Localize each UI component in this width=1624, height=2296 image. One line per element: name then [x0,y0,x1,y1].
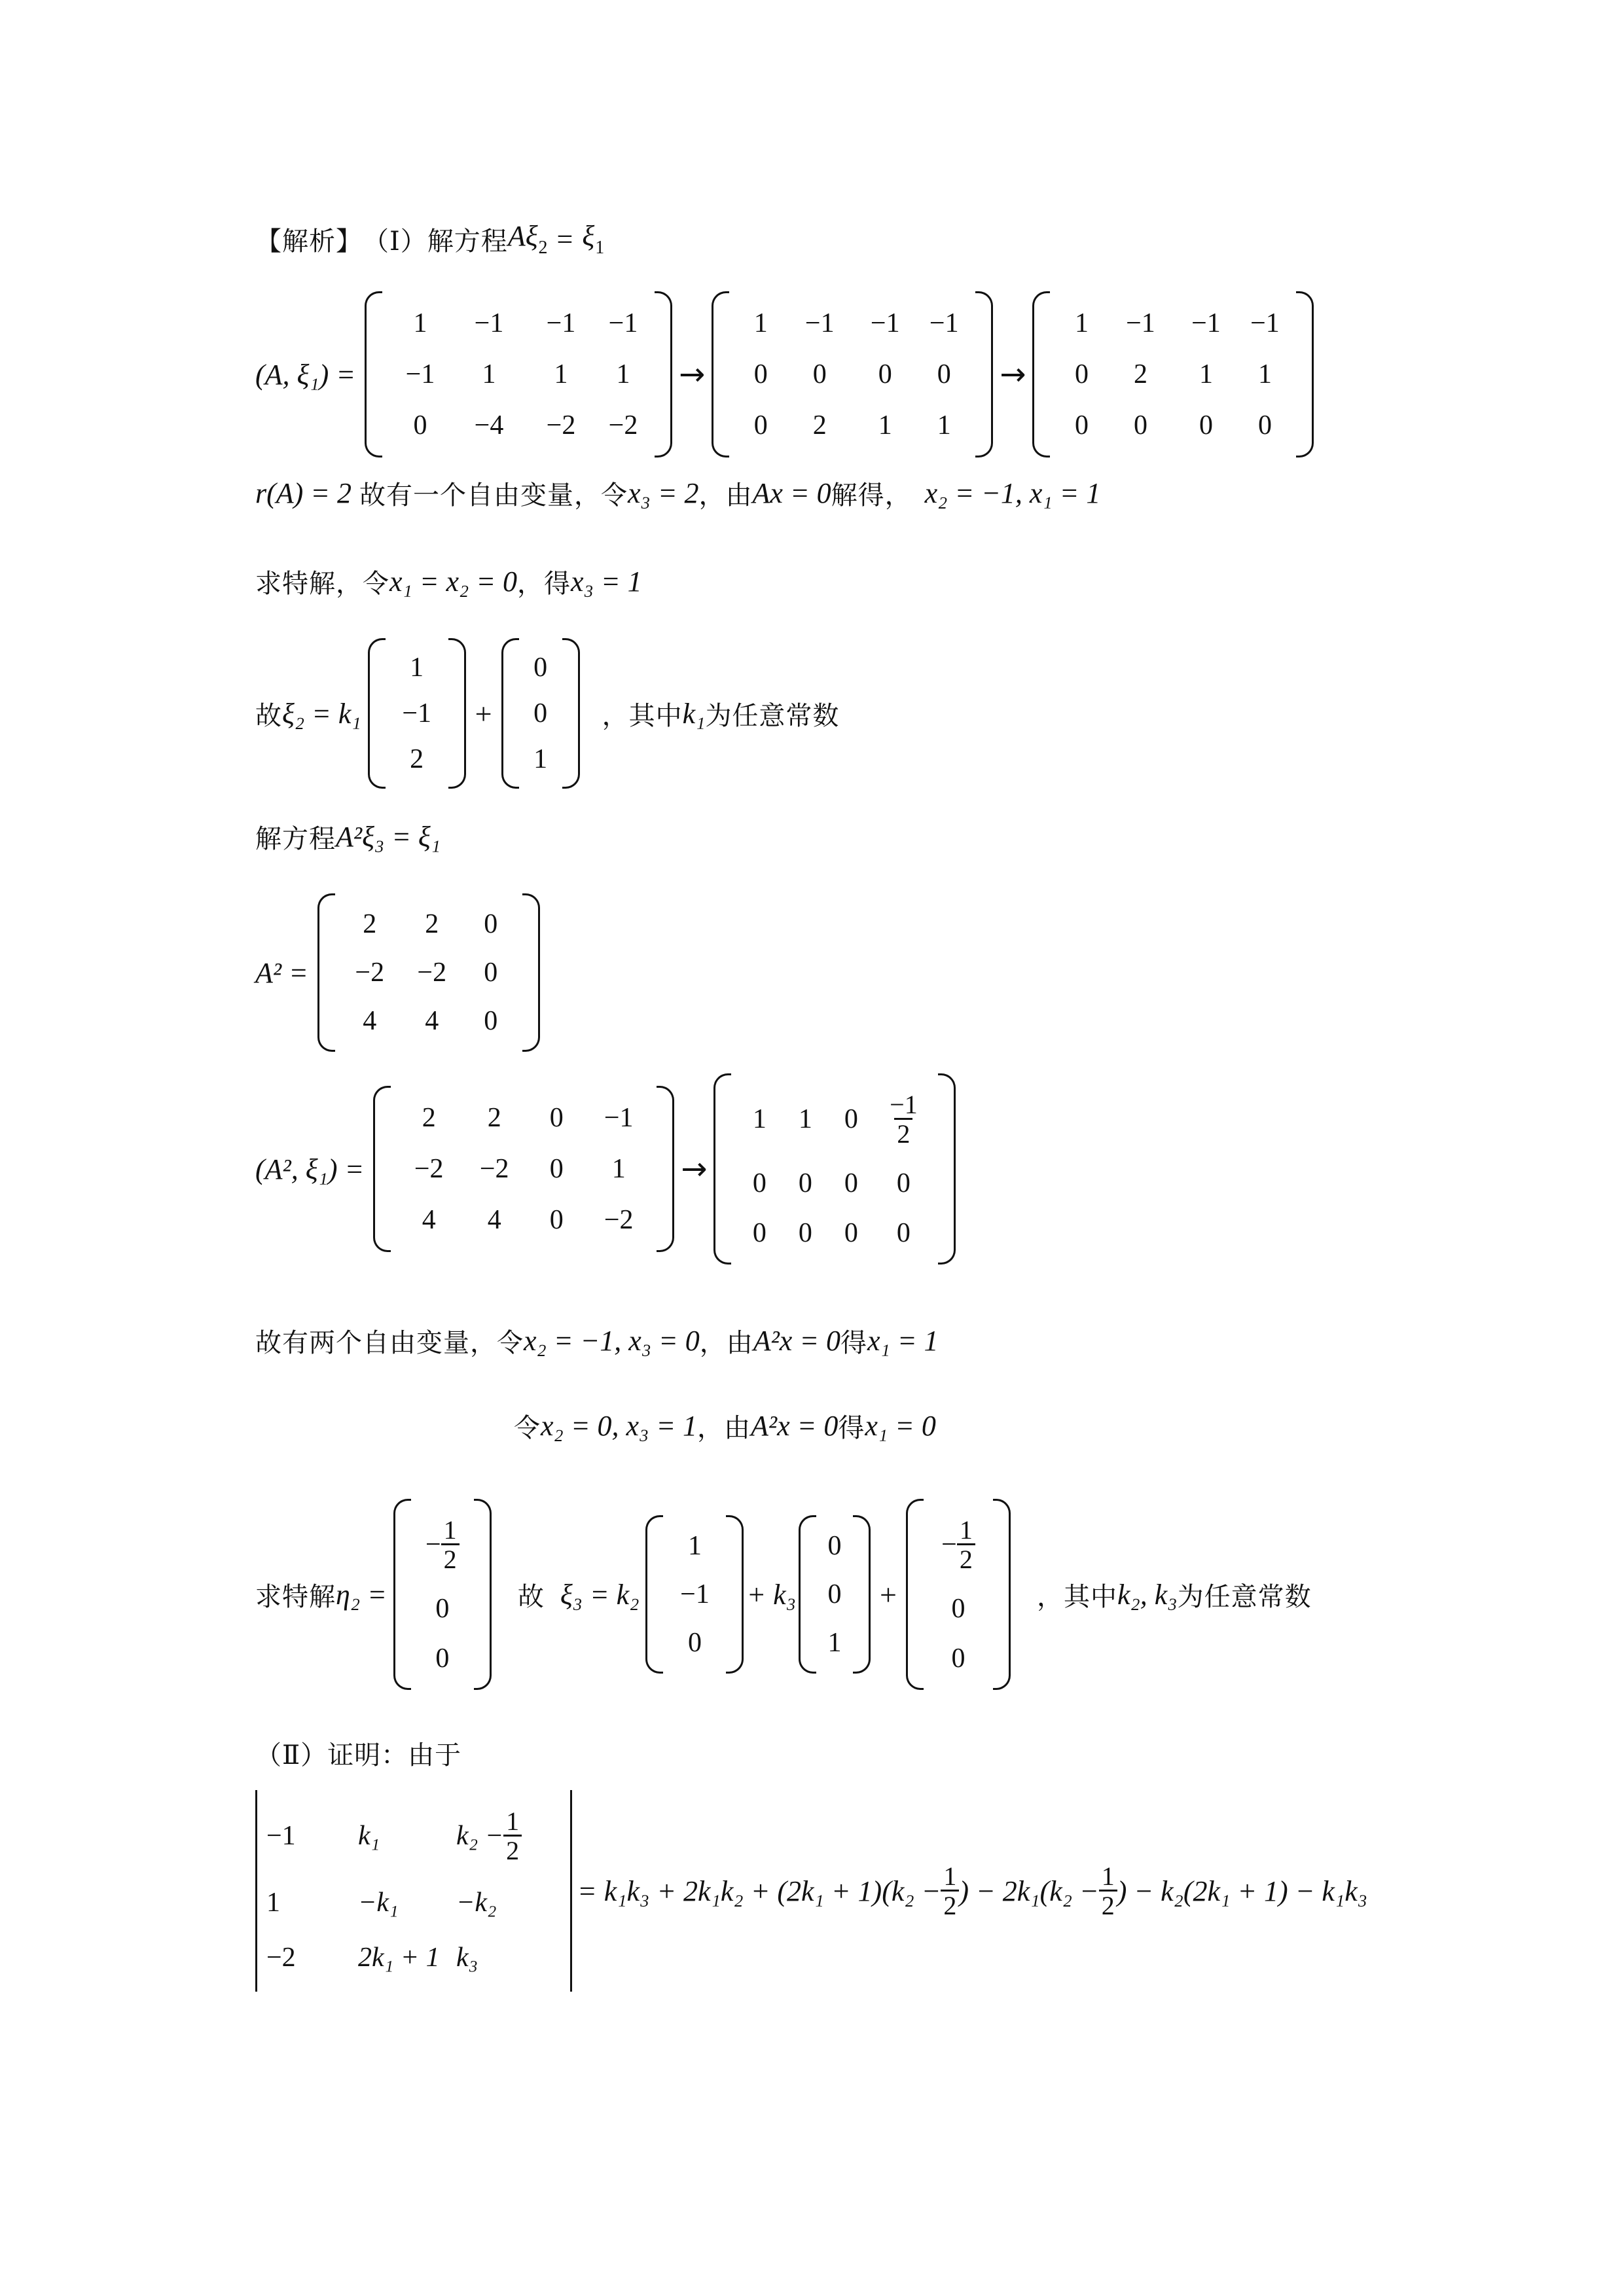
matrix-entry: −1 [405,359,435,389]
matrix-entry: 1 [410,653,424,683]
matrix-entry: 1 [482,359,496,389]
rank-line: r(A) = 2 故有一个自由变量，令 x₃ = 2 ，由 Ax = 0 解得， x₂ = −1, x₁ = 1 [255,477,1101,510]
matrix-entry: −1 [929,308,959,338]
matrix-entry: 4 [487,1205,501,1235]
xi2-solution-line: 故 ξ₂ = k₁ 1 −1 2 + 0 0 1 ，其中 k₁ 为任意常数 [255,638,839,789]
matrix-entry: −1 [1191,308,1221,338]
rank-expr: r(A) = 2 [255,477,352,509]
matrix-entry: 0 [533,698,548,728]
matrix-entry: −2 [546,410,576,440]
matrix-aug2-2: 1 1 0 $\frac{-1}{2}$ 0 0 0 0 0 0 0 0 [713,1073,956,1265]
fraction-neg-half: $\frac{-1}{2}$ [890,1089,918,1149]
matrix-entry: −1 [402,698,431,728]
matrix-entry: −1 [1126,308,1155,338]
matrix-entry: 1 [827,1628,842,1658]
augmented-lhs: (A, ξ₁) = [255,358,356,391]
determinant: −1 k₁ k₂ − $\frac{1}{2}$ 1 −k₁ −k₂ −2 2k₁ + 1 k₃ [255,1790,572,1992]
matrix-entry: 0 [878,359,892,389]
matrix-entry: 0 [1199,410,1213,440]
matrix-entry: 0 [1133,410,1147,440]
augmented-matrix-row-1: (A, ξ₁) = 1 −1 −1 −1 −1 1 1 1 0 −4 −2 −2 → 1 −1 −1 −1 0 0 0 0 0 2 1 1 → 1 −1 −1 −1 0 2 1 1 0 0 0 0 [255,291,1316,457]
matrix-entry: 4 [422,1205,436,1235]
matrix-entry: 0 [827,1531,842,1561]
matrix-entry: 0 [484,1006,498,1036]
matrix-aug2-1 [373,1086,674,1252]
matrix-aug1-2 [712,291,993,457]
matrix-entry: 0 [753,410,768,440]
matrix-entry: 0 [484,909,498,939]
free-variables-line-2: 令 x₂ = 0, x₃ = 1 ，由 A²x = 0 得 x₁ = 0 [514,1410,936,1443]
matrix-entry: −1 [608,308,638,338]
matrix-entry: 1 [1199,359,1213,389]
matrix-entry: 0 [549,1103,564,1133]
matrix-entry: 1 [616,359,630,389]
matrix-entry: 2 [812,410,827,440]
xi3-solution-line: 求特解 η₂ = − $\frac{1}{2}$ 0 0 故 ξ₃ = k₂ 1 −1 0 + k₃ 0 0 1 + − $\frac{1}{2}$ 0 0 ，其中 k₂, k₃ 为任意常数 [255,1499,1312,1690]
matrix-entry: 2 [425,909,439,939]
matrix-entry: 0 [549,1154,564,1184]
matrix-entry: 1 [1257,359,1272,389]
analysis-label: 【解析】 [255,226,363,256]
matrix-entry: 4 [425,1006,439,1036]
part-one-label: （Ⅰ） [363,226,427,256]
matrix-entry: −1 [680,1579,710,1609]
matrix-entry: 0 [827,1579,842,1609]
equation-lhs: $A\xi_2$ [507,220,548,258]
matrix-entry: 0 [549,1205,564,1235]
matrix-entry: 1 [413,308,427,338]
matrix-entry: 0 [812,359,827,389]
matrix-entry: −1 [1250,308,1280,338]
matrix-entry: 0 [484,958,498,988]
matrix-entry: −1 [546,308,576,338]
matrix-entry: 1 [937,410,951,440]
matrix-entry: −1 [604,1103,634,1133]
matrix-entry: 1 [554,359,568,389]
matrix-entry: 0 [687,1628,702,1658]
augmented-matrix-row-2: (A², ξ₁) = 2 2 0 −1 −2 −2 0 1 4 4 0 −2 → 1 1 0 $\frac{-1}{2}$ 0 0 0 0 0 0 0 0 [255,1073,958,1265]
matrix-entry: −2 [417,958,447,988]
matrix-entry: 1 [1074,308,1089,338]
matrix-entry: −2 [479,1154,509,1184]
matrix-entry: −1 [870,308,900,338]
eta2-vector: − $\frac{1}{2}$ 0 0 [393,1499,492,1690]
determinant-line [255,1790,1367,1992]
matrix-entry: −2 [355,958,385,988]
matrix-entry: 0 [533,653,548,683]
matrix-aug1-1 [365,291,672,457]
a-squared-matrix [317,893,540,1052]
matrix-entry: 0 [1074,410,1089,440]
matrix-entry: 2 [363,909,377,939]
free-variables-line: 故有两个自由变量，令 x₂ = −1, x₃ = 0 ，由 A²x = 0 得 x₁ = 1 [255,1325,939,1357]
xi2-vector-1 [368,638,466,789]
a-squared-line: A² = 2 2 0 −2 −2 0 4 4 0 [255,893,543,1052]
matrix-entry: −1 [474,308,504,338]
matrix-entry: 2 [410,744,424,774]
proof-line: （Ⅱ） 证明：由于 [255,1740,462,1770]
matrix-entry: 0 [1074,359,1089,389]
matrix-entry: 0 [753,359,768,389]
matrix-entry: −4 [474,410,504,440]
xi3-vector-3: − $\frac{1}{2}$ 0 0 [906,1499,1011,1690]
matrix-aug1-3 [1032,291,1314,457]
matrix-entry: −2 [414,1154,444,1184]
matrix-entry: −1 [804,308,835,338]
solve-text: 解方程 [427,226,508,256]
xi2-vector-2 [501,638,580,789]
xi3-vector-2 [799,1515,871,1674]
matrix-entry: 1 [878,410,892,440]
matrix-entry: 4 [363,1006,377,1036]
matrix-entry: 2 [1133,359,1147,389]
matrix-entry: 2 [487,1103,501,1133]
eta-fraction: $\frac{1}{2}$ [441,1517,460,1573]
determinant-expansion: = k₁k₃ + 2k₁k₂ + (2k₁ + 1)(k₂ − $\frac{1}{2}$ ) − 2k₁(k₂ − $\frac{1}{2}$ ) − k₂(2k₁ + 1) − k₁k₃ [577,1861,1368,1920]
matrix-entry: 0 [937,359,951,389]
matrix-entry: 0 [1257,410,1272,440]
matrix-entry: 2 [422,1103,436,1133]
matrix-entry: 1 [687,1531,702,1561]
special-solution-line-1: 求特解，令 x₁ = x₂ = 0 ，得 x₃ = 1 [255,565,642,598]
analysis-heading-line: 【解析】 （Ⅰ） 解方程 $A\xi_2$ = $\xi_1$ [255,220,605,258]
matrix-entry: 1 [533,744,548,774]
matrix-entry: 1 [753,308,768,338]
matrix-entry: −2 [608,410,638,440]
matrix-entry: 1 [611,1154,626,1184]
solve-line-2: 解方程 A²ξ₃ = ξ₁ [255,821,441,853]
matrix-entry: 0 [413,410,427,440]
equation-rhs: $\xi_1$ [582,220,605,258]
matrix-entry: −2 [604,1205,634,1235]
xi3-vector-1 [645,1515,744,1674]
